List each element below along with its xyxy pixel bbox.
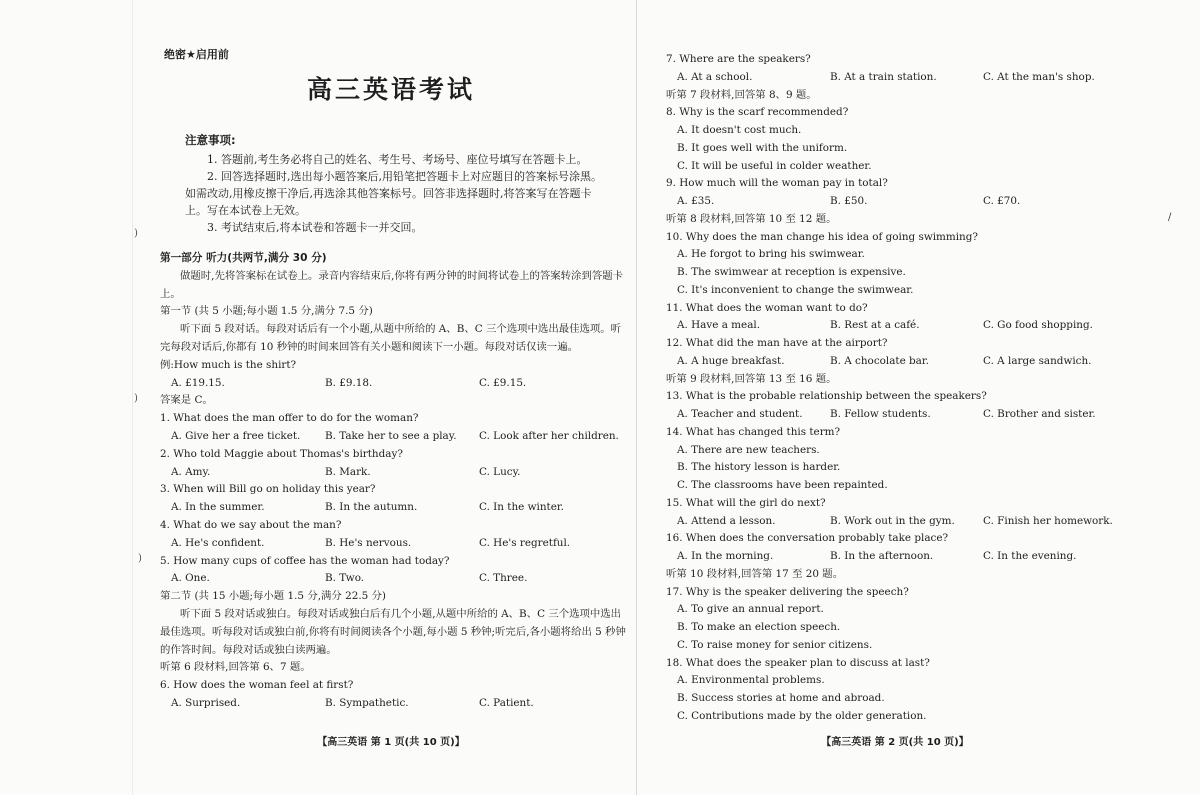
section1-instructions: 听下面 5 段对话。每段对话后有一个小题,从题中所给的 A、B、C 三个选项中选出最佳选项。听完每段对话后,你都有 10 秒钟的时间来回答有关小题和阅读下一小题。每段对话仅读一遍。	[160, 323, 622, 353]
option-a: A. Teacher and student.	[677, 408, 803, 420]
option-c: C. He's regretful.	[479, 536, 571, 549]
option-b: B. Rest at a café.	[830, 319, 920, 332]
question-15: 15. What will the girl do next?	[666, 496, 826, 509]
option-b: B. Take her to see a play.	[325, 429, 457, 442]
section1-heading: 第一节 (共 5 小题;每小题 1.5 分,满分 7.5 分)	[160, 305, 373, 318]
section2-instructions: 听下面 5 段对话或独白。每段对话或独白后有几个小题,从题中所给的 A、B、C 三个选项中选出最佳选项。听每段对话或独白前,你将有时间阅读各个小题,每小题 5 秒钟;听完后,各小题将给出 5 秒钟的作答时间。每段对话或独白读两遍。	[160, 607, 626, 656]
notice-item: 3. 考试结束后,将本试卷和答题卡一并交回。	[207, 221, 423, 234]
option-a: A. It doesn't cost much.	[677, 124, 802, 136]
option-b: B. He's nervous.	[325, 536, 412, 549]
question-13: 13. What is the probable relationship between the speakers?	[666, 390, 987, 403]
question-6-options	[160, 695, 626, 713]
exam-title: 高三英语考试	[306, 75, 475, 104]
question-4-options	[160, 535, 626, 553]
notice-heading: 注意事项:	[185, 133, 236, 147]
option-c: C. A large sandwich.	[983, 354, 1092, 367]
page-1	[152, 0, 630, 795]
option-a: A. In the summer.	[171, 501, 265, 514]
option-b: B. Sympathetic.	[325, 696, 409, 709]
option-a: A. Have a meal.	[677, 319, 761, 332]
option-c: C. At the man's shop.	[983, 70, 1095, 83]
notice-item: 2. 回答选择题时,选出每小题答案后,用铅笔把答题卡上对应题目的答案标号涂黑。如需改动,用橡皮擦干净后,再选涂其他答案标号。回答非选择题时,将答案写在答题卡上。写在本试卷上无效。	[185, 170, 602, 217]
notice-item: 1. 答题前,考生务必将自己的姓名、考生号、考场号、座位号填写在答题卡上。	[207, 153, 588, 166]
option-b: B. In the autumn.	[325, 501, 418, 514]
option-a: A. One.	[171, 572, 210, 585]
option-a: A. There are new teachers.	[677, 443, 820, 456]
page-fold-divider	[636, 0, 637, 795]
option-a: A. Amy.	[171, 465, 211, 478]
example-question: 例:How much is the shirt?	[160, 358, 297, 371]
margin-line	[132, 0, 133, 795]
question-11-options	[666, 317, 1128, 335]
question-9: 9. How much will the woman pay in total?	[666, 177, 888, 190]
material-10-label: 听第 10 段材料,回答第 17 至 20 题。	[666, 567, 844, 580]
question-7-options	[666, 69, 1128, 87]
option-b: B. It goes well with the uniform.	[677, 141, 848, 154]
question-11: 11. What does the woman want to do?	[666, 301, 868, 314]
option-a: A. Environmental problems.	[677, 674, 825, 687]
example-answer: 答案是 C。	[160, 394, 213, 407]
option-c: C. Finish her homework.	[983, 514, 1113, 527]
option-b: B. £50.	[830, 195, 868, 207]
scan-mark: )	[138, 553, 142, 564]
question-12-options	[666, 353, 1128, 371]
question-15-options	[666, 513, 1128, 531]
option-b: B. To make an election speech.	[677, 621, 841, 633]
confidential-label: 绝密★启用前	[164, 48, 229, 61]
material-7-label: 听第 7 段材料,回答第 8、9 题。	[666, 88, 817, 101]
option-c: C. Three.	[479, 572, 528, 585]
notice-section	[185, 132, 605, 236]
option-c: C. Patient.	[479, 696, 534, 709]
option-a: A. £35.	[677, 195, 715, 207]
option-b: B. Work out in the gym.	[830, 514, 955, 527]
option-c: C. In the winter.	[479, 501, 564, 514]
option-b: B. In the afternoon.	[830, 550, 934, 562]
page-1-footer: 【高三英语 第 1 页(共 10 页)】	[317, 737, 465, 748]
option-a: A. To give an annual report.	[677, 603, 824, 616]
option-c: C. In the evening.	[983, 550, 1077, 562]
option-c: C. The classrooms have been repainted.	[677, 479, 888, 491]
option-a: A. He forgot to bring his swimwear.	[677, 248, 865, 261]
question-8: 8. Why is the scarf recommended?	[666, 106, 849, 119]
scan-mark: /	[1168, 212, 1172, 223]
listening-continued	[666, 51, 1128, 726]
option-a: A. In the morning.	[677, 550, 774, 562]
option-a: A. £19.15.	[171, 376, 225, 389]
option-c: C. Contributions made by the older generation.	[677, 709, 927, 722]
section2-heading: 第二节 (共 15 小题;每小题 1.5 分,满分 22.5 分)	[160, 590, 386, 603]
scan-mark: )	[134, 228, 138, 239]
example-options	[160, 375, 626, 393]
option-b: B. The swimwear at reception is expensive.	[677, 266, 906, 278]
option-b: B. The history lesson is harder.	[677, 461, 841, 474]
question-2: 2. Who told Maggie about Thomas's birthday?	[160, 447, 403, 460]
scan-mark: )	[134, 393, 138, 404]
option-a: A. Give her a free ticket.	[171, 429, 301, 442]
part1-instructions: 做题时,先将答案标在试卷上。录音内容结束后,你将有两分钟的时间将试卷上的答案转涂到答题卡上。	[160, 269, 624, 300]
question-5-options	[160, 570, 626, 588]
option-a: A. A huge breakfast.	[677, 354, 785, 367]
option-a: A. Attend a lesson.	[677, 514, 776, 527]
option-c: C. Go food shopping.	[983, 319, 1093, 332]
question-13-options	[666, 406, 1128, 424]
question-12: 12. What did the man have at the airport?	[666, 337, 888, 349]
question-10: 10. Why does the man change his idea of going swimming?	[666, 230, 978, 243]
question-2-options	[160, 464, 626, 482]
page-2	[660, 0, 1130, 795]
option-c: C. £70.	[983, 195, 1021, 207]
material-6-label: 听第 6 段材料,回答第 6、7 题。	[160, 661, 311, 674]
option-c: C. Look after her children.	[479, 429, 619, 442]
option-b: B. £9.18.	[325, 376, 373, 389]
question-3-options	[160, 499, 626, 517]
question-1: 1. What does the man offer to do for the woman?	[160, 412, 419, 425]
question-9-options	[666, 193, 1128, 211]
option-a: A. At a school.	[677, 70, 753, 83]
question-1-options	[160, 428, 626, 446]
option-b: B. At a train station.	[830, 70, 937, 83]
question-5: 5. How many cups of coffee has the woman had today?	[160, 554, 450, 567]
question-17: 17. Why is the speaker delivering the speech?	[666, 585, 909, 598]
option-c: C. It's inconvenient to change the swimwear.	[677, 283, 914, 296]
option-b: B. Two.	[325, 572, 365, 585]
page-2-footer: 【高三英语 第 2 页(共 10 页)】	[821, 737, 969, 748]
option-b: B. Success stories at home and abroad.	[677, 692, 885, 704]
question-4: 4. What do we say about the man?	[160, 518, 342, 531]
option-b: B. A chocolate bar.	[830, 354, 930, 367]
material-9-label: 听第 9 段材料,回答第 13 至 16 题。	[666, 372, 837, 385]
question-18: 18. What does the speaker plan to discuss at last?	[666, 656, 930, 669]
option-c: C. To raise money for senior citizens.	[677, 638, 873, 651]
option-a: A. Surprised.	[171, 696, 241, 709]
question-3: 3. When will Bill go on holiday this year?	[160, 483, 376, 496]
question-7: 7. Where are the speakers?	[666, 53, 811, 65]
option-b: B. Fellow students.	[830, 408, 931, 420]
option-c: C. £9.15.	[479, 376, 527, 389]
question-16-options	[666, 548, 1128, 566]
listening-part	[160, 250, 626, 713]
option-a: A. He's confident.	[171, 536, 265, 549]
option-b: B. Mark.	[325, 465, 371, 478]
option-c: C. It will be useful in colder weather.	[677, 159, 872, 172]
question-6: 6. How does the woman feel at first?	[160, 679, 354, 692]
question-14: 14. What has changed this term?	[666, 425, 841, 438]
option-c: C. Brother and sister.	[983, 408, 1096, 420]
material-8-label: 听第 8 段材料,回答第 10 至 12 题。	[666, 212, 837, 225]
part1-heading: 第一部分 听力(共两节,满分 30 分)	[160, 252, 327, 264]
option-c: C. Lucy.	[479, 465, 521, 478]
question-16: 16. When does the conversation probably take place?	[666, 532, 949, 545]
